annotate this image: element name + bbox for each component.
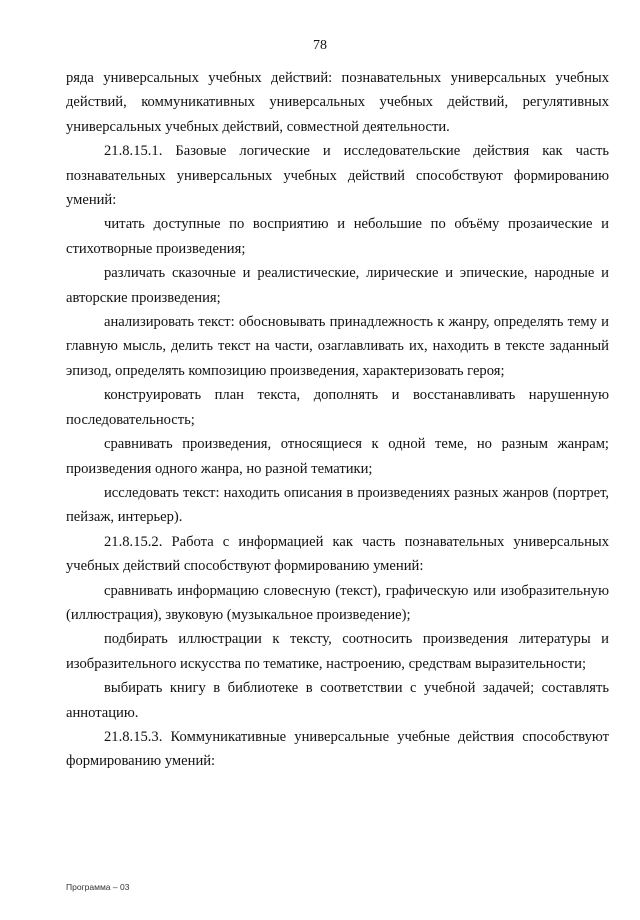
- paragraph-select-illustrations: подбирать иллюстрации к тексту, соотносить произведения литературы и изобразительного искусства по тематике, настроению, средствам выразительности;: [66, 631, 609, 672]
- paragraph-compare-works: сравнивать произведения, относящиеся к одной теме, но разным жанрам; произведения одного жанра, но разной тематики;: [66, 436, 609, 477]
- page-number: 78: [313, 38, 327, 53]
- page-footer: Программа – 03: [66, 882, 130, 892]
- paragraph-distinguish-works: различать сказочные и реалистические, лирические и эпические, народные и авторские произведения;: [66, 265, 609, 306]
- paragraph-construct-plan: конструировать план текста, дополнять и восстанавливать нарушенную последовательность;: [66, 387, 609, 428]
- paragraph-choose-book: выбирать книгу в библиотеке в соответствии с учебной задачей; составлять аннотацию.: [66, 680, 609, 721]
- paragraph-section-21-8-15-2: 21.8.15.2. Работа с информацией как часть познавательных универсальных учебных действий способствуют формированию умений:: [66, 533, 609, 575]
- paragraph-intro-continuation: ряда универсальных учебных действий: познавательных универсальных учебных действий, коммуникативных универсальных учебных действий, регулятивных универсальных учебных действий, совместной деятельности.: [66, 70, 609, 135]
- paragraph-compare-information: сравнивать информацию словесную (текст), графическую или изобразительную (иллюстрация), звуковую (музыкальное произведение);: [66, 582, 609, 623]
- paragraph-investigate-text: исследовать текст: находить описания в произведениях разных жанров (портрет, пейзаж, интерьер).: [66, 484, 609, 526]
- paragraph-section-21-8-15-3: 21.8.15.3. Коммуникативные универсальные учебные действия способствуют формированию умений:: [66, 728, 609, 770]
- paragraph-analyze-text: анализировать текст: обосновывать принадлежность к жанру, определять тему и главную мысль, делить текст на части, озаглавливать их, находить в тексте заданный эпизод, определять композицию произведения, характеризовать героя;: [66, 314, 609, 379]
- paragraph-section-21-8-15-1: 21.8.15.1. Базовые логические и исследовательские действия как часть познавательных универсальных учебных действий способствуют формированию умений:: [66, 143, 609, 209]
- paragraph-read-works: читать доступные по восприятию и небольшие по объёму прозаические и стихотворные произведения;: [66, 216, 609, 257]
- document-body: [66, 66, 609, 774]
